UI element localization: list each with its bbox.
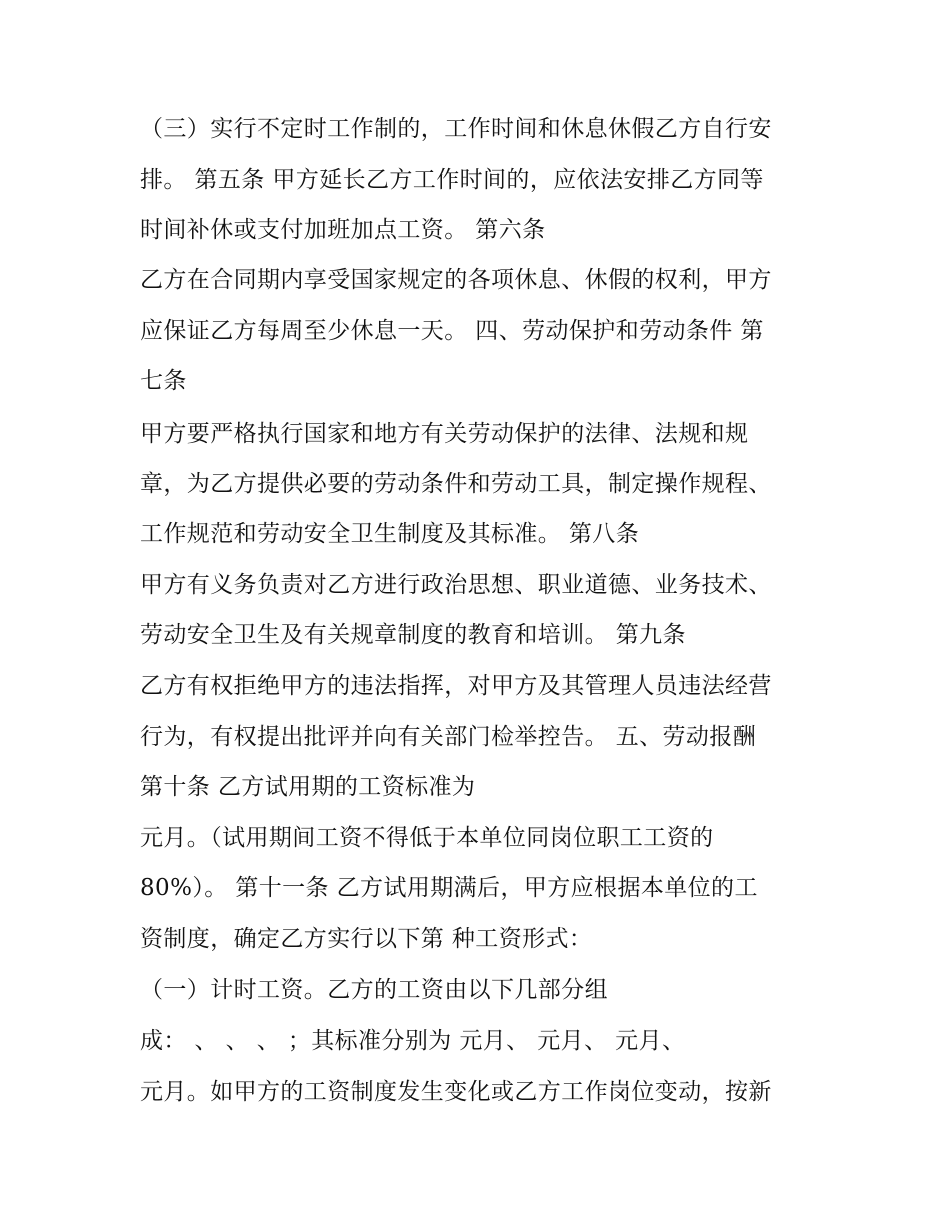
text-line: 排。 第五条 甲方延长乙方工作时间的，应依法安排乙方同等 bbox=[140, 167, 764, 193]
text-line: 七条 bbox=[140, 368, 187, 394]
text-line: 乙方在合同期内享受国家规定的各项休息、休假的权利，甲方 bbox=[140, 267, 772, 293]
text-line: 劳动安全卫生及有关规章制度的教育和培训。 第九条 bbox=[140, 622, 686, 648]
text-line: 行为，有权提出批评并向有关部门检举控告。 五、劳动报酬 bbox=[140, 724, 757, 750]
text-line: 第十条 乙方试用期的工资标准为 bbox=[140, 774, 476, 800]
text-line: （三）实行不定时工作制的，工作时间和休息休假乙方自行安 bbox=[140, 116, 772, 142]
text-line: 工作规范和劳动安全卫生制度及其标准。 第八条 bbox=[140, 521, 640, 547]
text-line: 乙方有权拒绝甲方的违法指挥，对甲方及其管理人员违法经营 bbox=[140, 673, 772, 699]
text-line: 资制度，确定乙方实行以下第 种工资形式： bbox=[140, 926, 593, 952]
text-line: 时间补休或支付加班加点工资。 第六条 bbox=[140, 217, 546, 243]
text-line: 甲方要严格执行国家和地方有关劳动保护的法律、法规和规 bbox=[140, 421, 749, 447]
text-line: 元月。如甲方的工资制度发生变化或乙方工作岗位变动，按新 bbox=[140, 1079, 772, 1105]
text-line: （一）计时工资。乙方的工资由以下几部分组 bbox=[140, 977, 608, 1003]
text-line: 元月。（试用期间工资不得低于本单位同岗位职工工资的 bbox=[140, 825, 714, 851]
text-line: 应保证乙方每周至少休息一天。 四、劳动保护和劳动条件 第 bbox=[140, 318, 764, 344]
text-line: 80%）。 第十一条 乙方试用期满后，甲方应根据本单位的工 bbox=[140, 875, 758, 901]
text-line: 成： 、 、 、 ；其标准分别为 元月、 元月、 元月、 bbox=[140, 1028, 686, 1054]
text-line: 甲方有义务负责对乙方进行政治思想、职业道德、业务技术、 bbox=[140, 572, 772, 598]
text-line: 章，为乙方提供必要的劳动条件和劳动工具，制定操作规程、 bbox=[140, 471, 772, 497]
